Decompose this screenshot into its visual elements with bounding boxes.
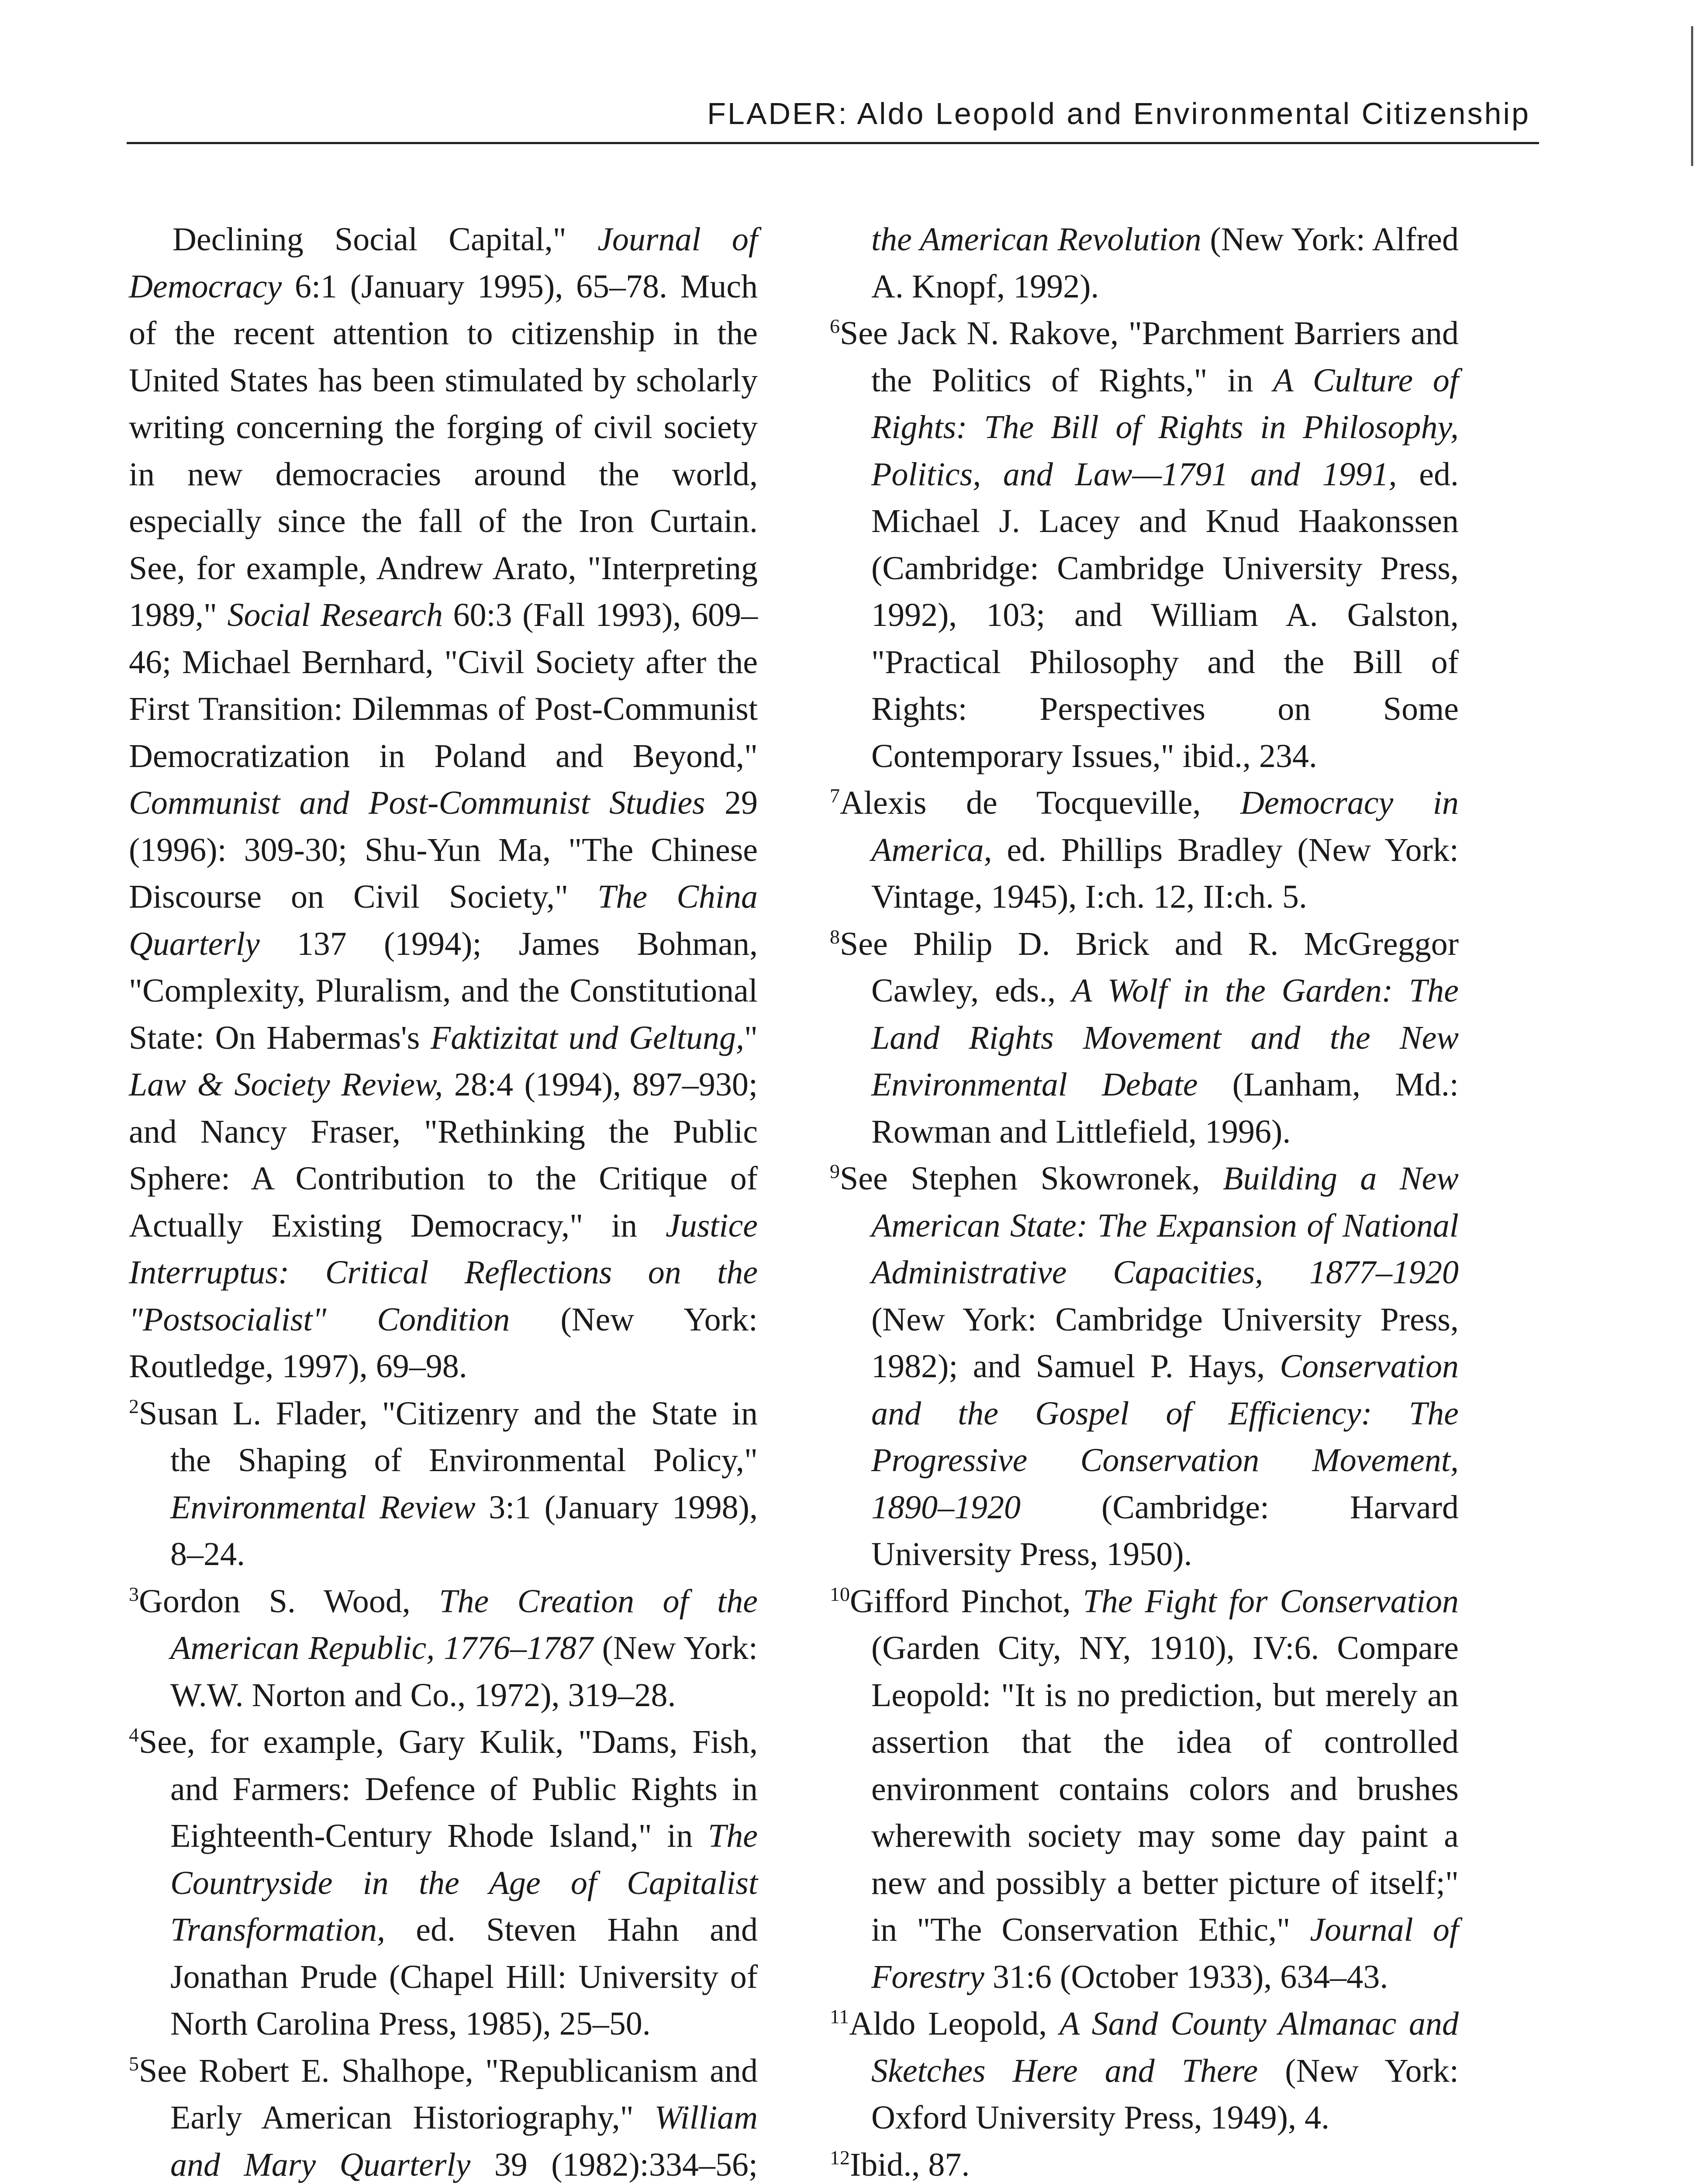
footnote-9: $^9$See Stephen Skowronek, Building a New American State: The Expansion of National Administrative Capacities, 1877–1920 (New York: Cambridge University Press, 1982); and Samuel P. Hays, Conservation and the Gospel of Efficiency: The Progressive Conservation Movement, 1890–1920 (Cambridge: Harvard University Press, 1950). [830, 1160, 1459, 1572]
footnote-number: 5 [129, 2052, 139, 2075]
footnote-7: $^7$Alexis de Tocqueville, Democracy in America, ed. Phillips Bradley (New York: Vintage, 1945), I:ch. 12, II:ch. 5. [830, 784, 1459, 915]
running-head [127, 83, 1539, 144]
footnote-number: 7 [830, 784, 840, 807]
footnote-number: 12 [830, 2146, 850, 2169]
footnote-3: $^3$Gordon S. Wood, The Creation of the American Republic, 1776–1787 (New York: W.W. Norton and Co., 1972), 319–28. [129, 1583, 758, 1714]
footnote-number: 8 [830, 925, 840, 948]
left-column [129, 216, 758, 2184]
footnote-12: $^{12}$Ibid., 87. [830, 2146, 970, 2183]
right-column [830, 216, 1459, 2184]
footnote-number: 6 [830, 315, 840, 337]
page-edge-mark [1691, 26, 1693, 166]
footnote-2: $^2$Susan L. Flader, "Citizenry and the State in the Shaping of Environmental Policy," Environmental Review 3:1 (January 1998), 8–24. [129, 1395, 758, 1572]
footnote-8: $^8$See Philip D. Brick and R. McGreggor Cawley, eds., A Wolf in the Garden: The Land Rights Movement and the New Environmental Debate (Lanham, Md.: Rowman and Littlefield, 1996). [830, 925, 1459, 1150]
footnote-11: $^{11}$Aldo Leopold, A Sand County Almanac and Sketches Here and There (New York: Oxford University Press, 1949), 4. [830, 2005, 1459, 2136]
running-title: FLADER: Aldo Leopold and Environmental Citizenship [707, 97, 1530, 131]
footnote-5: $^5$See Robert E. Shalhope, "Republicanism and Early American Historiography," William and Mary Quarterly 39 (1982):334–56; [129, 2052, 758, 2183]
footnote-1-continued: Declining Social Capital," Journal of Democracy 6:1 (January 1995), 65–78. Much of the recent attention to citizenship in the United States has been stimulated by scholarly writing concerning the forging of civil society in new democracies around the world, especially since the fall of the Iron Curtain. See, for example, Andrew Arato, "Interpreting 1989," Social Research 60:3 (Fall 1993), 609–46; Michael Bernhard, "Civil Society after the First Transition: Dilemmas of Post-Communist Democratization in Poland and Beyond," Communist and Post-Communist Studies 29 (1996): 309-30; Shu-Yun Ma, "The Chinese Discourse on Civil Society," The China Quarterly 137 (1994); James Bohman, "Complexity, Pluralism, and the Constitutional State: On Habermas's Faktizitat und Geltung," Law & Society Review, 28:4 (1994), 897–930; and Nancy Fraser, "Rethinking the Public Sphere: A Contribution to the Critique of Actually Existing Democracy," in Justice Interruptus: Critical Reflections on the "Postsocialist" Condition (New York: Routledge, 1997), 69–98. [129, 221, 758, 1385]
footnote-number: 4 [129, 1724, 139, 1746]
footnote-number: 2 [129, 1395, 139, 1417]
footnote-number: 11 [830, 2005, 849, 2028]
footnote-5-continued: the American Revolution (New York: Alfred A. Knopf, 1992). [871, 221, 1459, 305]
footnote-4: $^4$See, for example, Gary Kulik, "Dams, Fish, and Farmers: Defence of Public Rights in Eighteenth-Century Rhode Island," in The Countryside in the Age of Capitalist Transformation, ed. Steven Hahn and Jonathan Prude (Chapel Hill: University of North Carolina Press, 1985), 25–50. [129, 1724, 758, 2042]
footnote-10: $^{10}$Gifford Pinchot, The Fight for Conservation (Garden City, NY, 1910), IV:6. Compare Leopold: "It is no prediction, but merely an assertion that the idea of controlled environment contains colors and brushes wherewith society may some day paint a new and possibly a better picture of itself;" in "The Conservation Ethic," Journal of Forestry 31:6 (October 1933), 634–43. [830, 1583, 1459, 1995]
footnote-number: 3 [129, 1583, 139, 1605]
footnote-number: 9 [830, 1160, 840, 1182]
footnote-6: $^6$See Jack N. Rakove, "Parchment Barriers and the Politics of Rights," in A Culture of Rights: The Bill of Rights in Philosophy, Politics, and Law—1791 and 1991, ed. Michael J. Lacey and Knud Haakonssen (Cambridge: Cambridge University Press, 1992), 103; and William A. Galston, "Practical Philosophy and the Bill of Rights: Perspectives on Some Contemporary Issues," ibid., 234. [830, 315, 1459, 774]
footnote-number: 10 [830, 1583, 850, 1605]
